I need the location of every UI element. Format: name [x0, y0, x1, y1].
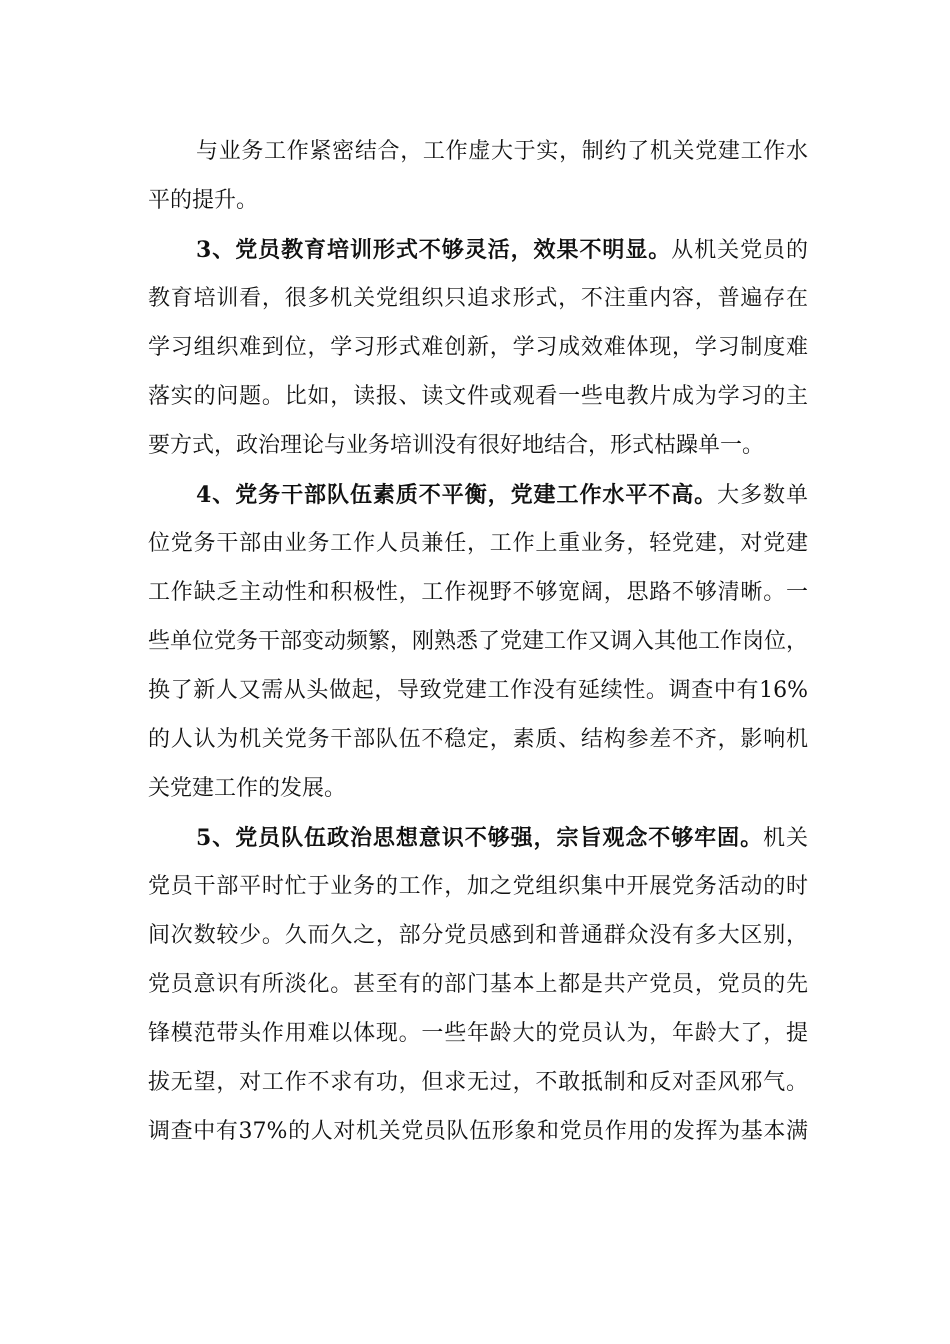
text-line: 的人认为机关党务干部队伍不稳定，素质、结构参差不齐，影响机	[148, 727, 808, 752]
text-line: 锋模范带头作用难以体现。一些年龄大的党员认为，年龄大了，提	[148, 1021, 808, 1046]
text-line: 换了新人又需从头做起，导致党建工作没有延续性。调查中有16%	[148, 678, 808, 703]
text-line: 落实的问题。比如，读报、读文件或观看一些电教片成为学习的主	[148, 384, 808, 409]
section-heading: 4、党务干部队伍素质不平衡，党建工作水平不高。	[196, 482, 718, 508]
text-line: 工作缺乏主动性和积极性，工作视野不够宽阔，思路不够清晰。一	[148, 580, 808, 605]
text-line: 拔无望，对工作不求有功，但求无过，不敢抵制和反对歪风邪气。	[148, 1070, 808, 1095]
text-line: 党员意识有所淡化。甚至有的部门基本上都是共产党员，党员的先	[148, 972, 808, 997]
text-line: 学习组织难到位，学习形式难创新，学习成效难体现，学习制度难	[148, 335, 808, 360]
heading-line: 4、党务干部队伍素质不平衡，党建工作水平不高。大多数单	[196, 482, 808, 508]
text-line: 调查中有37%的人对机关党员队伍形象和党员作用的发挥为基本满	[148, 1119, 808, 1144]
text-line: 与业务工作紧密结合，工作虚大于实，制约了机关党建工作水	[196, 139, 808, 164]
text-line: 位党务干部由业务工作人员兼任，工作上重业务，轻党建，对党建	[148, 531, 808, 556]
text-line: 平的提升。	[148, 188, 259, 213]
heading-line: 3、党员教育培训形式不够灵活，效果不明显。从机关党员的	[196, 237, 808, 263]
text-line: 些单位党务干部变动频繁，刚熟悉了党建工作又调入其他工作岗位，	[148, 629, 809, 654]
section-heading: 3、党员教育培训形式不够灵活，效果不明显。	[196, 237, 672, 263]
text-line: 教育培训看，很多机关党组织只追求形式，不注重内容，普遍存在	[148, 286, 808, 311]
text-line: 党员干部平时忙于业务的工作，加之党组织集中开展党务活动的时	[148, 874, 808, 899]
text-line: 要方式，政治理论与业务培训没有很好地结合，形式枯躁单一。	[148, 433, 765, 458]
text-line: 关党建工作的发展。	[148, 776, 347, 801]
heading-line: 5、党员队伍政治思想意识不够强，宗旨观念不够牢固。机关	[196, 825, 808, 851]
section-heading: 5、党员队伍政治思想意识不够强，宗旨观念不够牢固。	[196, 825, 764, 851]
text-line: 间次数较少。久而久之，部分党员感到和普通群众没有多大区别，	[148, 923, 808, 948]
